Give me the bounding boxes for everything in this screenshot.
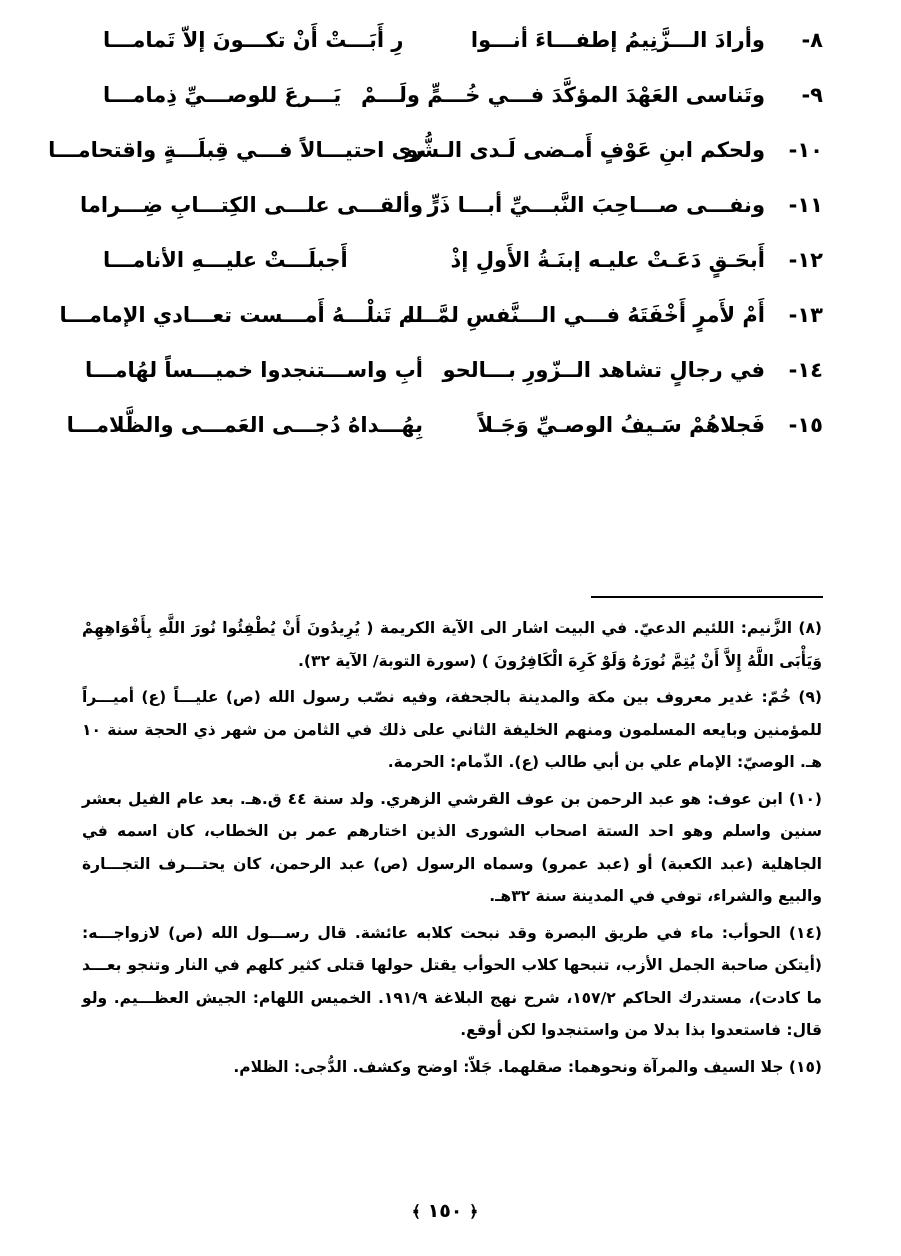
verse (79, 187, 823, 242)
verse-first-hemistich: ونفـــى صـــاحِبَ النَّبـــيِّ أبـــا ذَرٍّ (427, 193, 765, 217)
verse-number: ١٥- (788, 413, 823, 437)
verse (88, 77, 823, 132)
verse (88, 242, 823, 297)
footnotes (82, 612, 822, 1087)
verse-number: ١٢- (788, 248, 823, 272)
ornament-right-icon: ﴿ (469, 1202, 479, 1221)
verse-number: ١٣- (788, 303, 823, 327)
poem (48, 22, 823, 462)
verse (88, 22, 823, 77)
verse-first-hemistich: أَبحَـقٍ دَعَـتْ عليـه إبنَـةُ الأَولِ إذْ (450, 248, 765, 272)
verse-first-hemistich: فَجلاهُمْ سَـيفُ الوصـيِّ وَجَـلاً (477, 413, 765, 437)
verse (59, 297, 823, 352)
verse-first-hemistich: وأرادَ الـــزَّنِيمُ إطفـــاءَ أنـــوا (470, 28, 765, 52)
verse-number: ١٤- (788, 358, 823, 382)
footnote: (١٠) ابن عوف: هو عبد الرحمن بن عوف القرشي الزهري. ولد سنة ٤٤ ق.هـ. بعد عام الفيل بعشر سنين واسلم وهو احد الستة اصحاب الشورى الذين اختارهم عمر بن الخطاب، كان اسمه في الجاهلية (عبد الكعبة) أو (عبد عمرو) وسماه الرسول (ص) عبد الرحمن، كان يحتـــرف التجـــارة والبيع والشراء، توفي في المدينة سنة ٣٢هـ. (82, 789, 822, 905)
footnote: (١٥) جلا السيف والمرآة ونحوهما: صقلهما. جَلاّ: اوضح وكشف. الدُّجى: الظلام. (233, 1057, 822, 1076)
verse-first-hemistich: في رجالٍ تشاهد الــزّورِ بـــالحو (442, 358, 765, 382)
verse-first-hemistich: وتَناسى العَهْدَ المؤكَّدَ فـــي خُـــمٍّ ولَـــمْ (360, 83, 765, 107)
footnote: (٩) خُمّ: غدير معروف بين مكة والمدينة بالجحفة، وفيه نصّب رسول الله (ص) عليـــاً (ع) أميـــراً للمؤمنين وبايعه المسلمون ومنهم الخليفة الثاني على ذلك في الثامن من شهر ذي الحجة سنة ١٠ هـ. الوصيّ: الإمام علي بن أبي طالب (ع). الذّمام: الحرمة. (82, 688, 822, 771)
verse (48, 132, 823, 187)
verse-second-hemistich: أبِ واســـتنجدوا خميـــساً لهُامـــا (85, 358, 423, 382)
verse-second-hemistich: وألقـــى علـــى الكِتـــابِ ضِـــراما (79, 193, 423, 217)
verse-second-hemistich: أَجبلَـــتْ عليـــهِ الأنامـــا (103, 248, 348, 272)
verse-second-hemistich: رِ أَبَـــتْ أَنْ تكـــونَ إلاّ تَمامـــا (103, 28, 404, 52)
ornament-left-icon: ﴾ (411, 1202, 421, 1221)
verse-second-hemistich: لم تَنلْـــهُ أَمـــست تعـــادي الإمامـــا (59, 303, 423, 327)
verse (66, 407, 823, 462)
footnote: (١٤) الحوأب: ماء في طريق البصرة وقد نبحت كلابه عائشة. قال رســـول الله (ص) لازواجـــه: (أيتكن صاحبة الجمل الأزب، تنبحها كلاب الحوأب يقتل حولها قتلى كثير كلهم في النار وتنجو بعـــد ما كادت)، مستدرك الحاكم ١٥٧/٢، شرح نهج البلاغة ١٩١/٩. الخميس اللهام: الجيش العظـــيم. ولو قال: فاستعدوا بذا بدلا من واستنجدوا لكن أوقع. (82, 923, 822, 1039)
verse-number: ١٠- (788, 138, 823, 162)
page-number: ١٥٠ (427, 1200, 463, 1222)
verse-second-hemistich: يَـــرعَ للوصـــيِّ ذِمامـــا (103, 83, 342, 107)
verse-second-hemistich: رى احتيـــالاً فـــي قِبلَـــةٍ واقتحامـــا (48, 138, 423, 162)
verse-first-hemistich: أَمْ لأَمرٍ أَخْفَتَهُ فـــي الـــنَّفسِ لمَّـــا (407, 303, 765, 327)
page-number-footer (390, 1200, 500, 1222)
verse-number: ٨- (801, 28, 823, 52)
verse-number: ٩- (801, 83, 823, 107)
verse (85, 352, 823, 407)
verse-number: ١١- (788, 193, 823, 217)
verse-first-hemistich: ولحكم ابنِ عَوْفٍ أَمـضى لَـدى الـشُّو (405, 138, 765, 162)
footnote-separator (591, 596, 823, 598)
verse-second-hemistich: بِهُـــداهُ دُجـــى العَمـــى والظَّلامـــا (66, 413, 423, 437)
footnote: (٨) الزَّنيم: اللئيم الدعيّ. في البيت اشار الى الآية الكريمة ( يُرِيدُونَ أَنْ يُطْفِئُوا نُورَ اللَّهِ بِأَفْوَاهِهِمْ وَيَأْبَى اللَّهُ إِلاَّ أَنْ يُتِمَّ نُورَهُ وَلَوْ كَرِهَ الْكَافِرُونَ ) (سورة التوبة/ الآية ٣٢). (82, 619, 822, 670)
